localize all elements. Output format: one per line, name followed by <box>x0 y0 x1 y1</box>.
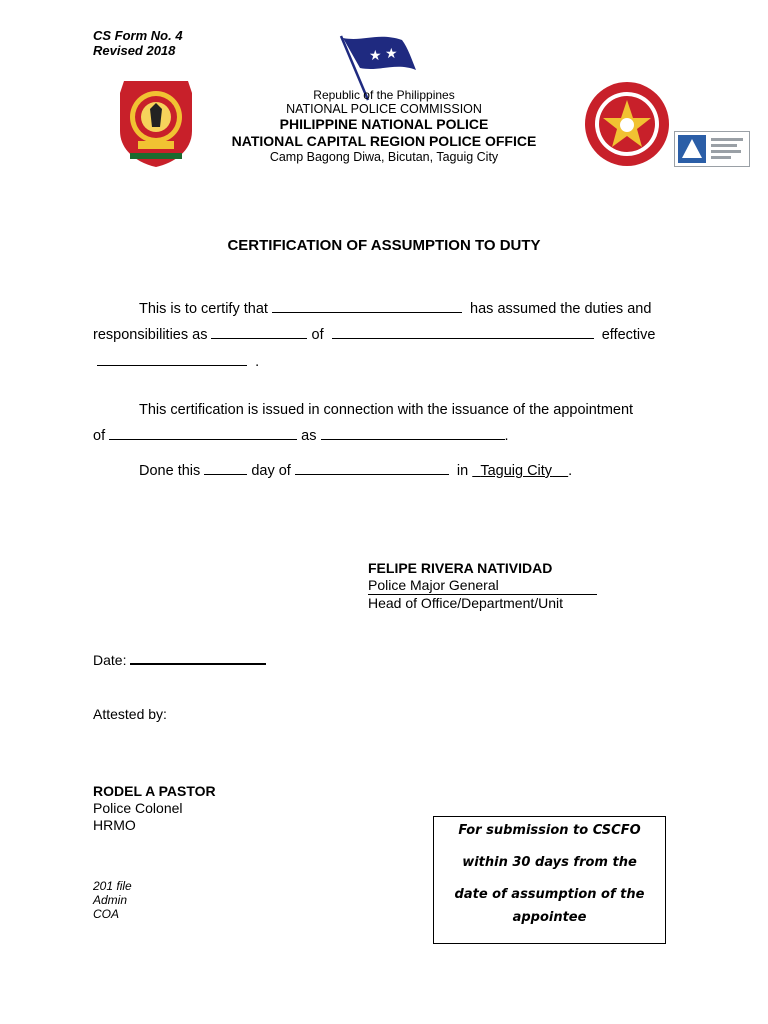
para2-text-b: of <box>93 428 106 444</box>
name-blank[interactable] <box>272 299 462 313</box>
copy-item: Admin <box>93 893 128 907</box>
pnp-line: PHILIPPINE NATIONAL POLICE <box>279 116 489 132</box>
para3-line <box>139 461 572 480</box>
attested-label: Attested by: <box>93 706 167 722</box>
napolcom-line: NATIONAL POLICE COMMISSION <box>286 102 482 116</box>
date-label: Date: <box>93 652 127 668</box>
date-blank[interactable] <box>130 650 266 665</box>
para1-line3 <box>97 352 259 371</box>
ncrpo-seal-logo <box>583 80 671 173</box>
office-blank[interactable] <box>332 325 594 339</box>
month-blank[interactable] <box>295 461 449 475</box>
letterhead <box>184 88 584 165</box>
para1-text-d: of <box>311 327 324 343</box>
iso-certification-badge <box>674 131 750 167</box>
para2-line2 <box>93 426 509 445</box>
place-value: Taguig City <box>480 463 553 479</box>
para1-text-a: This is to certify that <box>139 301 268 317</box>
effective-date-blank[interactable] <box>97 352 247 366</box>
copy-item: COA <box>93 907 120 921</box>
date-line <box>93 650 266 669</box>
para1-text-b: has assumed the duties and <box>470 301 652 317</box>
para3-text-d: . <box>568 463 573 479</box>
form-number: CS Form No. 4 <box>93 28 183 43</box>
svg-text:★: ★ <box>385 46 398 62</box>
para2-line1: This certification is issued in connection with the issuance of the appointment <box>139 402 634 418</box>
copy-furnished-list <box>93 879 132 921</box>
signer2-block <box>93 783 216 834</box>
para3-text-b: day of <box>251 463 291 479</box>
republic-line: Republic of the Philippines <box>313 88 455 102</box>
para1-line2 <box>93 325 655 344</box>
note-line-4: appointee <box>512 910 587 925</box>
note-line-2: within 30 days from the <box>462 855 637 870</box>
svg-text:★: ★ <box>369 48 382 64</box>
signer1-position: Head of Office/Department/Unit <box>368 595 564 611</box>
ncrpo-line: NATIONAL CAPITAL REGION POLICE OFFICE <box>231 133 537 149</box>
para1-text-e: effective <box>601 327 656 343</box>
signer1-rank: Police Major General <box>368 577 597 595</box>
day-blank[interactable] <box>204 461 247 475</box>
copy-item: 201 file <box>93 879 132 893</box>
para1-text-f: . <box>255 354 260 370</box>
form-number-block <box>93 28 183 58</box>
signer2-name: RODEL A PASTOR <box>93 783 216 799</box>
appointment-position-blank[interactable] <box>321 426 505 440</box>
note-line-1: For submission to CSCFO <box>458 823 641 838</box>
appointment-blank[interactable] <box>109 426 297 440</box>
address-line: Camp Bagong Diwa, Bicutan, Taguig City <box>269 150 499 164</box>
para3-text-c: in <box>456 463 469 479</box>
para3-text-a: Done this <box>139 463 201 479</box>
signer2-position: HRMO <box>93 817 136 833</box>
document-title: CERTIFICATION OF ASSUMPTION TO DUTY <box>227 237 541 254</box>
para1-line1 <box>139 299 651 318</box>
signer1-block <box>368 560 597 612</box>
para2-text-d: . <box>504 428 509 444</box>
signer2-rank: Police Colonel <box>93 800 183 816</box>
para1-text-c: responsibilities as <box>93 327 208 343</box>
position-blank[interactable] <box>211 325 307 339</box>
signer1-name: FELIPE RIVERA NATIVIDAD <box>368 560 553 576</box>
para2-text-c: as <box>301 428 317 444</box>
note-line-3: date of assumption of the <box>454 887 645 902</box>
submission-note-box <box>433 816 666 944</box>
form-revised: Revised 2018 <box>93 43 176 58</box>
